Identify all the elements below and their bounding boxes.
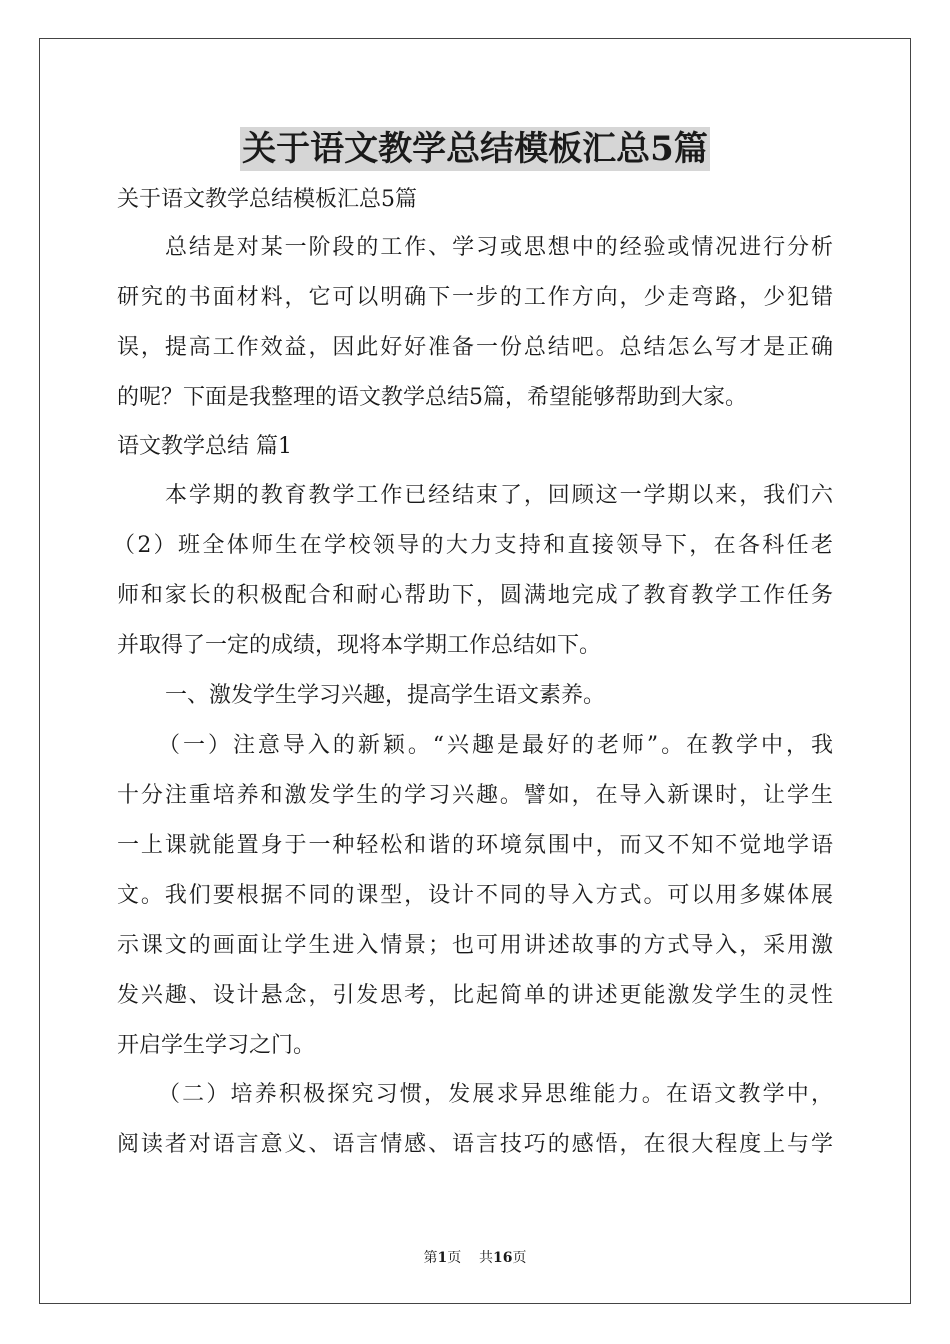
paragraph-line: 文。我们要根据不同的课型，设计不同的导入方式。可以用多媒体展 <box>117 883 833 908</box>
paragraph-line: 十分注重培养和激发学生的学习兴趣。譬如，在导入新课时，让学生 <box>117 783 833 808</box>
section-heading: 语文教学总结 篇1 <box>117 434 292 459</box>
paragraph-line: 总结是对某一阶段的工作、学习或思想中的经验或情况进行分析 <box>165 235 833 260</box>
paragraph-line: （二）培养积极探究习惯，发展求异思维能力。在语文教学中， <box>158 1082 833 1107</box>
footer-page-number: 1 <box>437 1250 448 1266</box>
page-footer <box>0 1249 950 1267</box>
footer-suffix: 页 <box>512 1250 527 1266</box>
paragraph-line: 一上课就能置身于一种轻松和谐的环境氛围中，而又不知不觉地学语 <box>117 833 833 858</box>
paragraph-line: 本学期的教育教学工作已经结束了，回顾这一学期以来，我们六 <box>165 483 833 508</box>
footer-prefix: 第 <box>423 1250 438 1266</box>
paragraph-line: 并取得了一定的成绩，现将本学期工作总结如下。 <box>117 633 602 658</box>
paragraph-line: 示课文的画面让学生进入情景；也可用讲述故事的方式导入，采用激 <box>117 933 833 958</box>
paragraph-line: 误，提高工作效益，因此好好准备一份总结吧。总结怎么写才是正确 <box>117 335 833 360</box>
paragraph-line: 发兴趣、设计悬念，引发思考，比起简单的讲述更能激发学生的灵性 <box>117 983 833 1008</box>
subheading-line: 一、激发学生学习兴趣，提高学生语文素养。 <box>165 683 606 708</box>
footer-mid: 页 共 <box>447 1250 494 1266</box>
paragraph-line: 开启学生学习之门。 <box>117 1033 316 1058</box>
footer-page-total: 16 <box>493 1250 513 1266</box>
title-wrap <box>0 127 950 171</box>
paragraph-line: （一）注意导入的新颖。“兴趣是最好的老师”。在教学中，我 <box>158 733 833 758</box>
document-title: 关于语文教学总结模板汇总5篇 <box>242 129 708 169</box>
paragraph-line: （2）班全体师生在学校领导的大力支持和直接领导下，在各科任老 <box>113 533 833 558</box>
page-border <box>39 38 911 1304</box>
subtitle-line: 关于语文教学总结模板汇总5篇 <box>117 187 417 212</box>
paragraph-line: 师和家长的积极配合和耐心帮助下，圆满地完成了教育教学工作任务 <box>117 583 833 608</box>
paragraph-line: 的呢？下面是我整理的语文教学总结5篇，希望能够帮助到大家。 <box>117 385 747 410</box>
paragraph-line: 研究的书面材料，它可以明确下一步的工作方向，少走弯路，少犯错 <box>117 285 833 310</box>
paragraph-line: 阅读者对语言意义、语言情感、语言技巧的感悟，在很大程度上与学 <box>117 1132 833 1157</box>
